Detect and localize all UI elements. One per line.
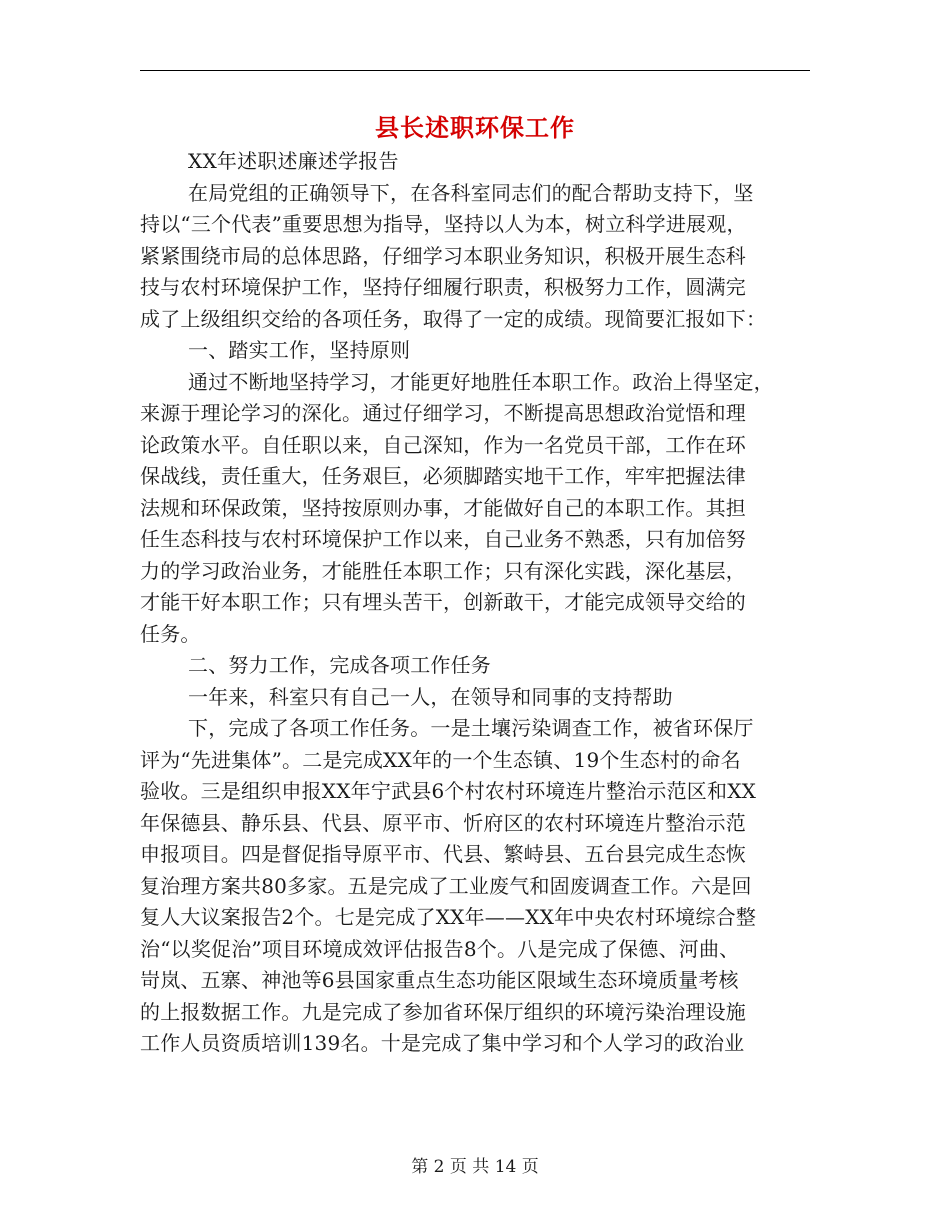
text-line: 任务。 xyxy=(140,621,201,646)
text-line: 论政策水平。自任职以来，自己深知，作为一名党员干部，工作在环 xyxy=(140,432,746,457)
text-line: 下，完成了各项工作任务。一是土壤污染调查工作，被省环保厅 xyxy=(188,716,754,740)
text-line: 一年来，科室只有自己一人，在领导和同事的支持帮助 xyxy=(188,684,673,709)
text-line: 来源于理论学习的深化。通过仔细学习，不断提高思想政治觉悟和理 xyxy=(140,401,746,425)
document-title: 县长述职环保工作 xyxy=(375,113,575,142)
text-line: 二、努力工作，完成各项工作任务 xyxy=(188,653,491,677)
text-line: 年保德县、静乐县、代县、原平市、忻府区的农村环境连片整治示范 xyxy=(140,810,746,835)
text-line: 才能干好本职工作；只有埋头苦干，创新敢干，才能完成领导交给的 xyxy=(140,590,746,614)
header-rule xyxy=(140,70,810,71)
text-line: 力的学习政治业务，才能胜任本职工作；只有深化实践，深化基层， xyxy=(140,558,746,583)
text-line: 任生态科技与农村环境保护工作以来，自己业务不熟悉，只有加倍努 xyxy=(140,527,746,551)
page-footer: 第 2 页 共 14 页 xyxy=(411,1157,539,1177)
text-line: 通过不断地坚持学习，才能更好地胜任本职工作。政治上得坚定， xyxy=(188,369,774,394)
text-line: 的上报数据工作。九是完成了参加省环保厅组织的环境污染治理设施 xyxy=(140,999,746,1024)
text-line: 治“以奖促治”项目环境成效评估报告8个。八是完成了保德、河曲、 xyxy=(140,936,740,961)
text-line: 在局党组的正确领导下，在各科室同志们的配合帮助支持下，坚 xyxy=(188,180,754,205)
text-line: 申报项目。四是督促指导原平市、代县、繁峙县、五台县完成生态恢 xyxy=(140,842,746,866)
text-line: 持以“三个代表”重要思想为指导，坚持以人为本，树立科学进展观， xyxy=(140,212,747,236)
text-line: 成了上级组织交给的各项任务，取得了一定的成绩。现简要汇报如下： xyxy=(140,306,767,331)
text-line: 一、踏实工作，坚持原则 xyxy=(188,338,411,362)
text-line: 紧紧围绕市局的总体思路，仔细学习本职业务知识，积极开展生态科 xyxy=(140,243,746,268)
text-line: 复治理方案共80多家。五是完成了工业废气和固废调查工作。六是回 xyxy=(140,873,752,898)
text-line: 评为“先进集体”。二是完成XX年的一个生态镇、19个生态村的命名 xyxy=(140,747,741,772)
text-line: 技与农村环境保护工作，坚持仔细履行职责，积极努力工作，圆满完 xyxy=(140,275,746,299)
text-line: XX年述职述廉述学报告 xyxy=(188,149,399,173)
text-line: 复人大议案报告2个。七是完成了XX年——XX年中央农村环境综合整 xyxy=(140,905,757,929)
text-line: 保战线，责任重大，任务艰巨，必须脚踏实地干工作，牢牢把握法律 xyxy=(140,464,746,488)
text-line: 工作人员资质培训139名。十是完成了集中学习和个人学习的政治业 xyxy=(140,1031,745,1055)
text-line: 验收。三是组织申报XX年宁武县6个村农村环境连片整治示范区和XX xyxy=(140,779,757,803)
document-body xyxy=(140,146,810,1060)
text-line: 法规和环保政策，坚持按原则办事，才能做好自己的本职工作。其担 xyxy=(140,495,746,520)
text-line: 岢岚、五寨、神池等6县国家重点生态功能区限域生态环境质量考核 xyxy=(140,968,739,992)
